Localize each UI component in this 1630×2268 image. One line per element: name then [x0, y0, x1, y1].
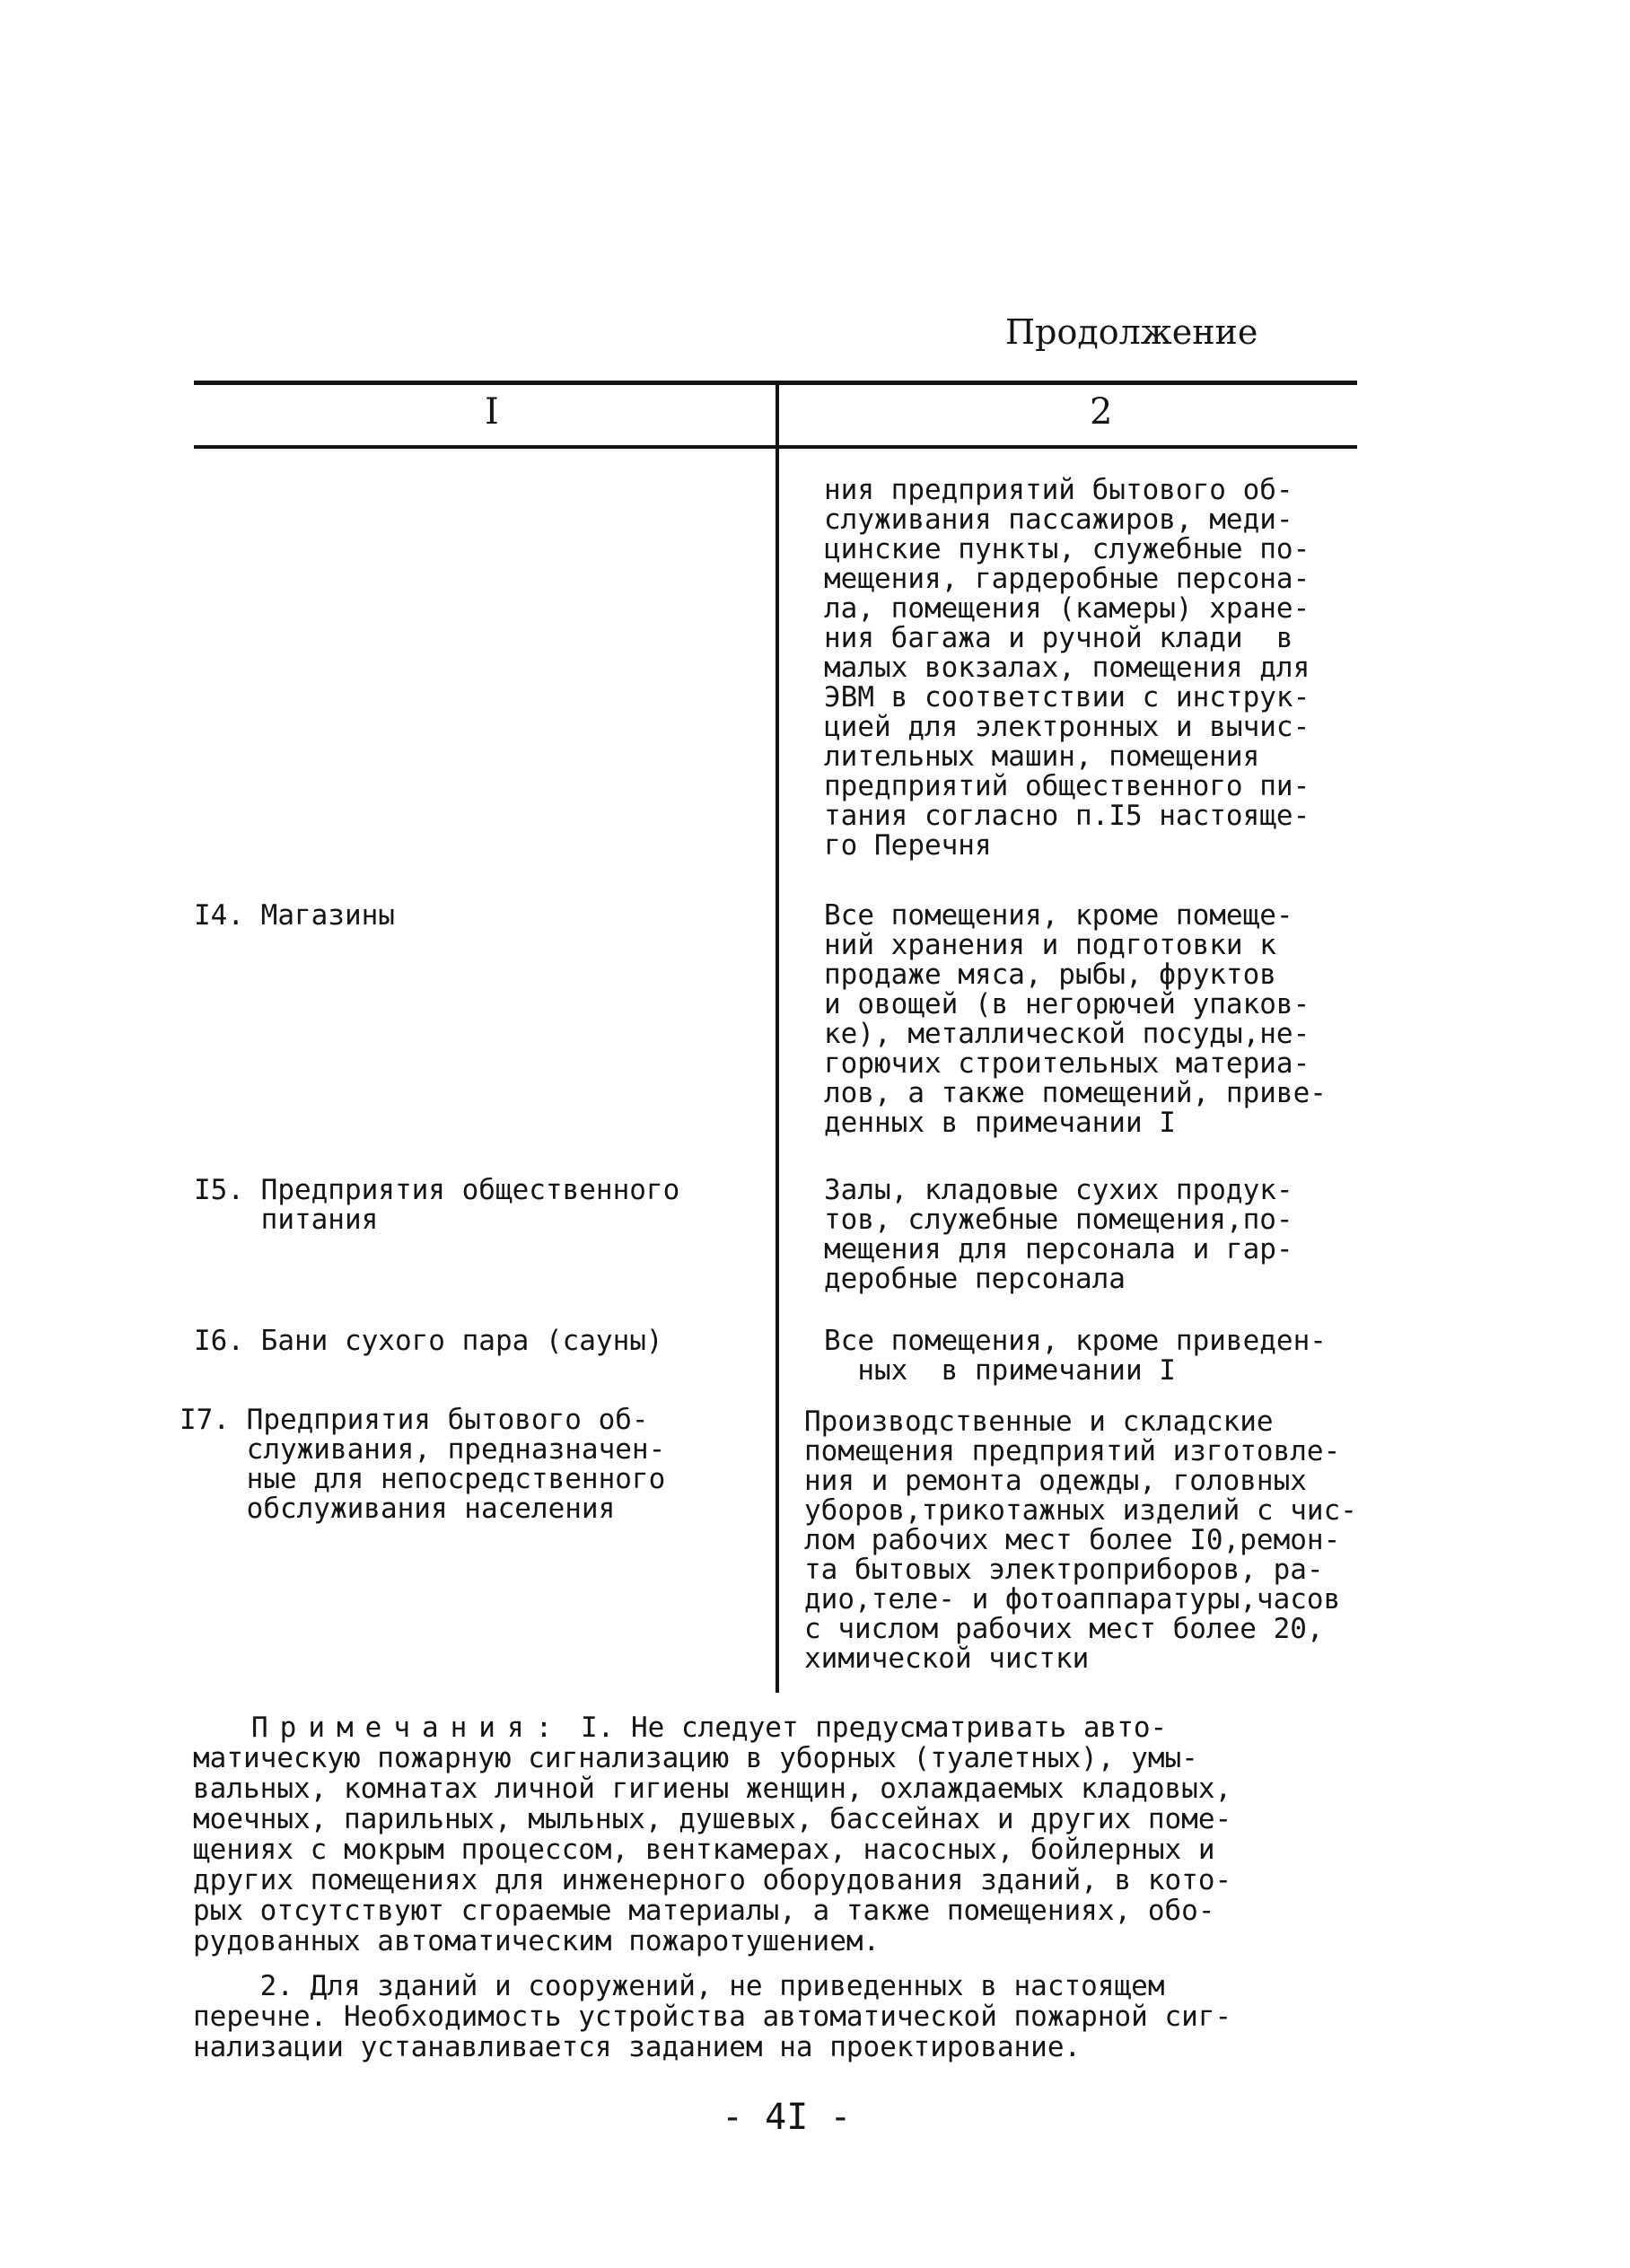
table-row-right: Производственные и складские помещения предприятий изготовле- ния и ремонта одежды, головных уборов,трикотажных изделий с чис- лом рабочих мест более I0,ремон- та бытовых электроприборов, ра- дио,теле- и фотоаппаратуры,часов с числом рабочих мест более 20, химической чистки	[804, 1405, 1357, 1675]
column-divider	[776, 382, 779, 1693]
notes-label: Примечания:	[251, 1712, 565, 1744]
column-1-header: I	[485, 391, 499, 433]
note-1-first-line: I. Не следует предусматривать авто-	[564, 1712, 1168, 1744]
continuation-label: Продолжение	[1005, 312, 1258, 352]
table-row-left: I5. Предприятия общественного питания	[194, 1174, 680, 1236]
table-row-left: I6. Бани сухого пара (сауны)	[194, 1325, 663, 1357]
table-row-right: Все помещения, кроме приведен- ных в примечании I	[824, 1325, 1327, 1387]
table-row-right: ния предприятий бытового об- служивания пассажиров, меди- цинские пункты, служебные по- мещения, гардеробные персона- ла, помещения (камеры) хране- ния багажа и ручной клади в малых вокзалах, помещения для ЭВМ в соответствии с инструк- цией для электронных и вычис- лительных машин, помещения предприятий общественного пи- тания согласно п.I5 настояще- го Перечня	[824, 474, 1310, 862]
table-row-left: I4. Магазины	[194, 899, 395, 932]
page-number: - 4I -	[722, 2097, 852, 2138]
table-row-right: Все помещения, кроме помеще- ний хранения и подготовки к продаже мяса, рыбы, фруктов и овощей (в негорючей упаков- ке), металлической посуды,не- горючих строительных материа- лов, а также помещений, приве- денных в примечании I	[824, 899, 1327, 1139]
table-row-left: I7. Предприятия бытового об- служивания, предназначен- ные для непосредственного обслуживания населения	[180, 1404, 666, 1525]
column-2-header: 2	[1090, 391, 1113, 433]
note-1-text: матическую пожарную сигнализацию в уборных (туалетных), умы- вальных, комнатах личной гигиены женщин, охлаждаемых кладовых, моечных, парильных, мыльных, душевых, бассейнах и других поме- щениях с мокрым процессом, венткамерах, насосных, бойлерных и других помещениях для инженерного оборудования зданий, в кото- рых отсутствуют сгораемые материалы, а также помещениях, обо- рудованных автоматическим пожаротушением.	[193, 1742, 1232, 1957]
table-row-right: Залы, кладовые сухих продук- тов, служебные помещения,по- мещения для персонала и гар- деробные персонала	[824, 1174, 1293, 1295]
note-2-text: 2. Для зданий и сооружений, не приведенных в настоящем перечне. Необходимость устройства автоматической пожарной сиг- нализации устанавливается заданием на проектирование.	[193, 1970, 1232, 2063]
notes-block	[193, 1712, 1382, 1957]
